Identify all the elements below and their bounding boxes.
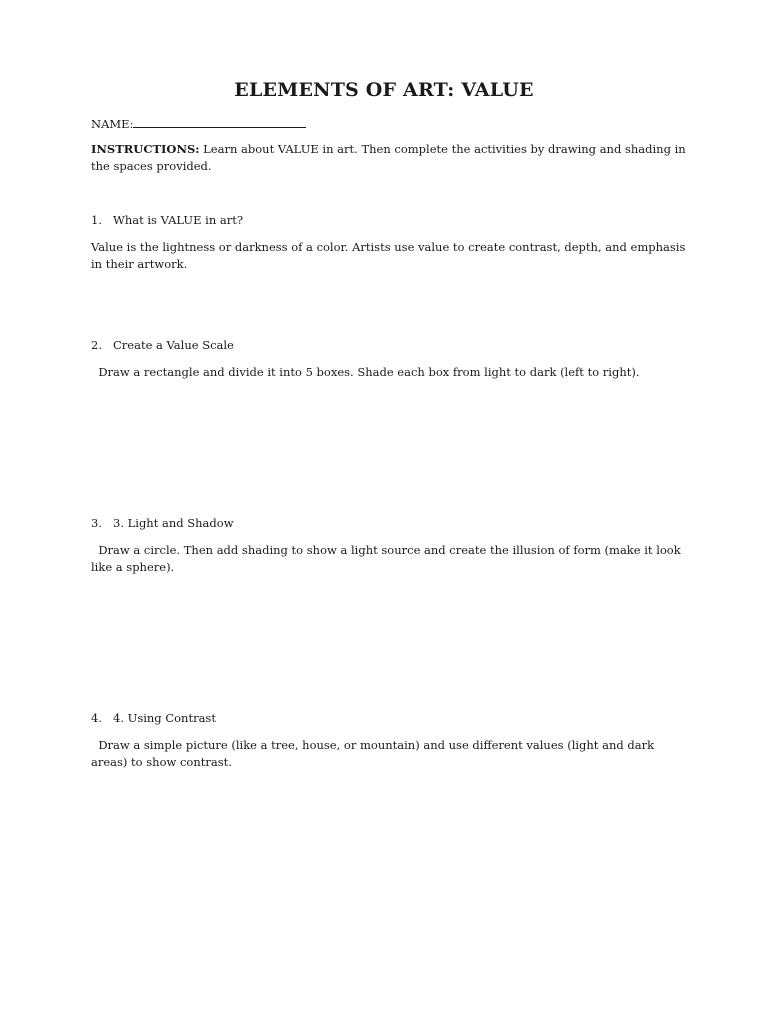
question-2-body: Draw a rectangle and divide it into 5 boxes. Shade each box from light to dark (left to right). [91,365,640,379]
instructions [91,141,691,175]
question-2-heading [91,338,234,352]
question-4-body: Draw a simple picture (like a tree, house, or mountain) and use different values (light and dark areas) to show contrast. [91,738,658,769]
question-title: 3. Light and Shadow [113,516,234,530]
question-1-body: Value is the lightness or darkness of a color. Artists use value to create contrast, depth, and emphasis in their artwork. [91,240,686,271]
question-title: What is VALUE in art? [113,213,244,227]
name-blank-line[interactable] [133,116,306,128]
instructions-text: Learn about VALUE in art. Then complete the activities by drawing and shading in the spaces provided. [91,142,686,173]
page-title: ELEMENTS OF ART: VALUE [234,79,534,101]
question-number: 4. [91,711,102,725]
instructions-label: INSTRUCTIONS: [91,142,200,156]
name-label: NAME: [91,117,134,131]
question-number: 3. [91,516,102,530]
question-number: 2. [91,338,102,352]
question-number: 1. [91,213,102,227]
question-title: Create a Value Scale [113,338,234,352]
question-4-heading [91,711,216,725]
name-field [91,116,306,131]
question-3-heading [91,516,234,530]
question-title: 4. Using Contrast [113,711,216,725]
question-3-body: Draw a circle. Then add shading to show a light source and create the illusion of form (make it look like a sphere). [91,543,685,574]
question-1-heading [91,213,243,227]
